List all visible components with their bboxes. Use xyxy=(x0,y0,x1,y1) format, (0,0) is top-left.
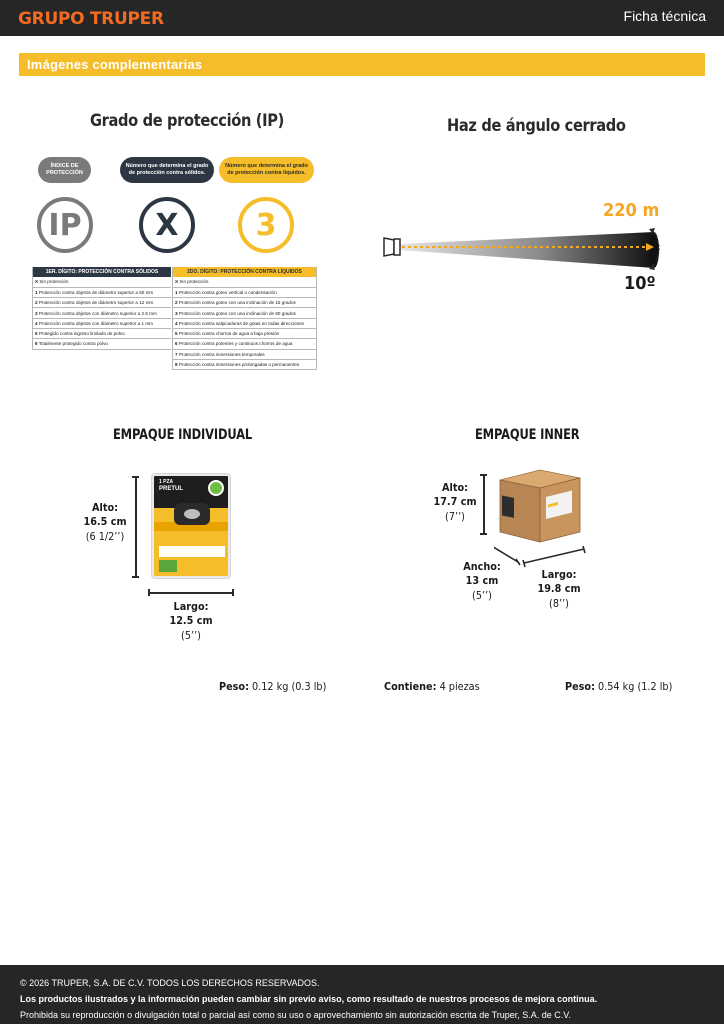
page-footer xyxy=(0,965,724,1024)
beam-title: Haz de ángulo cerrado xyxy=(447,116,626,136)
solids-cell xyxy=(33,287,172,297)
liquids-text: Protección contra inmersiones prolongadas o permanentes xyxy=(178,362,300,368)
solids-cell xyxy=(33,308,172,318)
weight-label: Peso: xyxy=(565,680,595,693)
liquids-code: 2 xyxy=(175,300,178,306)
solids-text: Protegido contra ingreso limitado de polvo xyxy=(38,331,125,337)
solids-row xyxy=(33,339,172,349)
liquids-text: Sin protección xyxy=(179,279,209,285)
liquids-row xyxy=(173,298,317,308)
solids-row xyxy=(33,277,172,287)
individual-weight xyxy=(219,680,326,693)
liquids-cell xyxy=(173,359,317,369)
liquids-cell xyxy=(173,277,317,287)
flashlight-icon xyxy=(384,238,400,256)
tick xyxy=(148,589,150,596)
package-qty: 1 PZA xyxy=(159,479,174,485)
liquids-row xyxy=(173,318,317,328)
solids-text: Totalmente protegido contra polvo xyxy=(38,341,108,347)
contains-value: 4 piezas xyxy=(439,680,480,693)
liquids-row xyxy=(173,359,317,369)
liquids-text: Protección contra goteo con una inclinación de 60 grados xyxy=(178,310,296,316)
weight-label: Peso: xyxy=(219,680,249,693)
solids-code: 3 xyxy=(35,310,38,316)
light-beam-shape xyxy=(400,232,654,268)
liquids-code: X xyxy=(175,279,179,285)
liquids-protection-table xyxy=(172,267,317,370)
liquids-row xyxy=(173,328,317,338)
liquids-row xyxy=(173,349,317,359)
liquids-code: 5 xyxy=(175,331,178,337)
length-in: (8’’) xyxy=(549,596,569,610)
tick xyxy=(132,476,139,478)
headlamp-icon xyxy=(174,503,210,525)
package-seal-icon xyxy=(208,480,224,496)
individual-length-line xyxy=(148,592,234,594)
solids-text: Protección contra objetos con diámetro superior a 1 mm xyxy=(38,320,153,326)
liquids-cell xyxy=(173,308,317,318)
solids-cell xyxy=(33,328,172,338)
individual-height-line xyxy=(135,476,137,577)
copyright-text: © 2026 TRUPER, S.A. DE C.V. TODOS LOS DERECHOS RESERVADOS. xyxy=(20,978,320,988)
contains-label: Contiene: xyxy=(384,680,437,693)
solids-row xyxy=(33,298,172,308)
liquids-row xyxy=(173,339,317,349)
height-in: (7’’) xyxy=(445,509,465,523)
height-cm: 17.7 cm xyxy=(433,495,477,509)
individual-height-label xyxy=(81,501,129,544)
change-notice: Los productos ilustrados y la información pueden cambiar sin previo aviso, como resultado de nuestros procesos de mejora continua. xyxy=(20,994,598,1004)
solids-code: 5 xyxy=(35,331,38,337)
individual-package-image xyxy=(152,474,230,578)
liquids-code: 4 xyxy=(175,320,178,326)
solids-text: Protección contra objetos de diámetro superior a 50 mm xyxy=(38,289,154,295)
ip-title: Grado de protección (IP) xyxy=(90,111,284,131)
tick xyxy=(480,533,487,535)
weight-value: 0.12 kg (0.3 lb) xyxy=(252,680,327,693)
solids-code: 2 xyxy=(35,300,38,306)
solids-cell xyxy=(33,318,172,328)
width-label: Ancho: xyxy=(463,560,501,573)
liquids-code: 1 xyxy=(175,289,178,295)
length-cm: 12.5 cm xyxy=(169,614,213,628)
inner-package-title: EMPAQUE INNER xyxy=(475,427,580,443)
liquids-code: 6 xyxy=(175,341,178,347)
length-label: Largo: xyxy=(173,600,209,613)
solids-row xyxy=(33,318,172,328)
solids-code: 1 xyxy=(35,289,38,295)
liquids-text: Protección contra potentes y continuos chorros de agua xyxy=(178,341,293,347)
solids-text: Sin protección xyxy=(39,279,69,285)
solids-pill: Número que determina el grado de protección contra sólidos. xyxy=(120,157,214,183)
liquids-row xyxy=(173,308,317,318)
liquids-text: Protección contra inmersiones temporales xyxy=(178,351,265,357)
tick xyxy=(232,589,234,596)
weight-value: 0.54 kg (1.2 lb) xyxy=(598,680,673,693)
beam-distance: 220 m xyxy=(603,200,660,221)
height-label: Alto: xyxy=(442,481,468,494)
liquids-text: Protección contra chorros de agua a baja presión xyxy=(178,331,280,337)
solids-row xyxy=(33,287,172,297)
individual-package-title: EMPAQUE INDIVIDUAL xyxy=(113,427,253,443)
ip-index-pill: ÍNDICE DE PROTECCIÓN xyxy=(38,157,91,183)
liquids-text: Protección contra salpicaduras de gotas en todas direcciones xyxy=(178,320,304,326)
solids-protection-table xyxy=(32,267,171,350)
liquids-cell xyxy=(173,287,317,297)
solids-text: Protección contra objetos con diámetro superior a 2.5 mm xyxy=(38,310,157,316)
solids-code: 4 xyxy=(35,320,38,326)
liquids-row xyxy=(173,287,317,297)
solids-text: Protección contra objetos de diámetro superior a 12 mm xyxy=(38,300,154,306)
solids-row xyxy=(33,308,172,318)
top-bar xyxy=(0,0,724,36)
liquids-pill: Número que determina el grado de protección contra líquidos. xyxy=(219,157,314,183)
height-cm: 16.5 cm xyxy=(83,515,127,529)
liquids-cell xyxy=(173,318,317,328)
solids-table-header: 1ER. DÍGITO: PROTECCIÓN CONTRA SÓLIDOS xyxy=(33,267,172,277)
inner-weight xyxy=(565,680,672,693)
liquids-cell xyxy=(173,328,317,338)
height-label: Alto: xyxy=(92,501,118,514)
beam-angle: 10º xyxy=(624,273,656,294)
solids-row xyxy=(33,328,172,338)
section-header xyxy=(19,53,705,76)
length-cm: 19.8 cm xyxy=(537,582,581,596)
liquids-text: Protección contra goteo con una inclinación de 15 grados xyxy=(178,300,296,306)
package-brand: PRETUL xyxy=(159,486,183,492)
tick xyxy=(480,474,487,476)
inner-width-label xyxy=(459,560,505,603)
solids-cell xyxy=(33,298,172,308)
liquids-code: 8 xyxy=(175,362,178,368)
liquids-cell xyxy=(173,349,317,359)
length-label: Largo: xyxy=(541,568,577,581)
section-title: Imágenes complementarias xyxy=(27,57,203,72)
width-in: (5’’) xyxy=(472,588,492,602)
brand-logo: GRUPO TRUPER xyxy=(18,9,164,29)
liquids-code: 3 xyxy=(175,310,178,316)
liquids-digit-icon: 3 xyxy=(238,197,294,253)
liquids-text: Protección contra goteo vertical o condensación xyxy=(178,289,277,295)
solids-code: 6 xyxy=(35,341,38,347)
solids-cell xyxy=(33,339,172,349)
inner-box-image xyxy=(494,462,594,572)
inner-height-line xyxy=(483,474,485,534)
length-in: (5’’) xyxy=(181,628,201,642)
document-type-title: Ficha técnica xyxy=(623,8,706,24)
inner-height-label xyxy=(433,481,477,524)
liquids-code: 7 xyxy=(175,351,178,357)
ip-symbol-icon: IP xyxy=(37,197,93,253)
tick xyxy=(132,576,139,578)
solids-digit-icon: X xyxy=(139,197,195,253)
inner-contents xyxy=(384,680,480,693)
inner-length-line xyxy=(524,549,584,563)
liquids-cell xyxy=(173,298,317,308)
individual-length-label xyxy=(166,600,215,643)
liquids-row xyxy=(173,277,317,287)
legal-notice: Prohibida su reproducción o divulgación total o parcial así como su uso o aprovechamiento sin autorización escrita de Truper, S.A. de C.V. xyxy=(20,1010,571,1020)
liquids-table-header: 2DO. DÍGITO: PROTECCIÓN CONTRA LÍQUIDOS xyxy=(173,267,317,277)
width-cm: 13 cm xyxy=(465,574,499,588)
height-in: (6 1/2’’) xyxy=(85,529,125,543)
liquids-cell xyxy=(173,339,317,349)
solids-cell xyxy=(33,277,172,287)
solids-code: X xyxy=(35,279,39,285)
inner-length-label xyxy=(535,568,583,611)
